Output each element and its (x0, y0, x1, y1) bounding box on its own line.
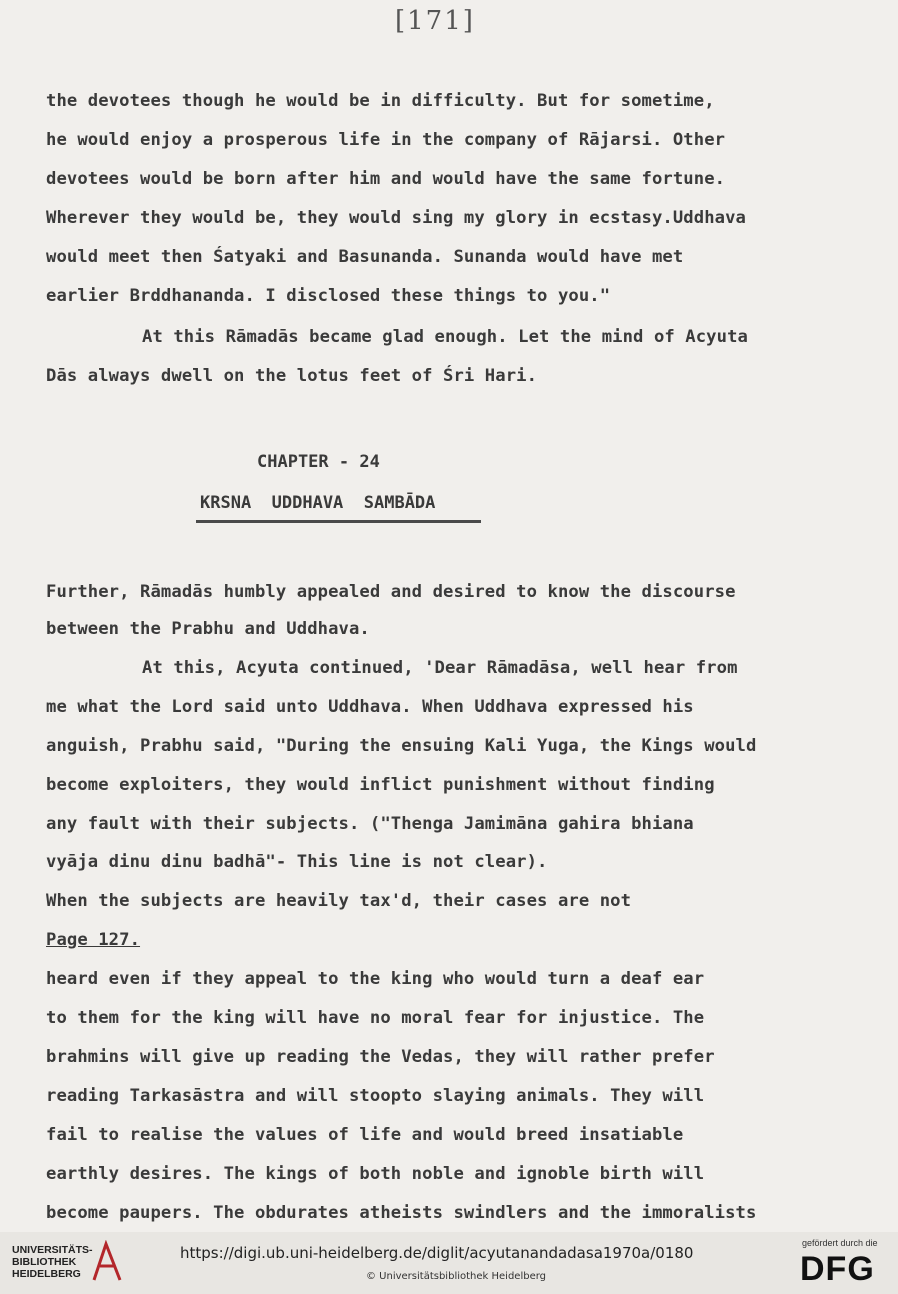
text-line: reading Tarkasāstra and will stoopto slaying animals. They will (46, 1086, 705, 1106)
library-emblem-icon (90, 1240, 124, 1284)
text-line: become exploiters, they would inflict punishment without finding (46, 775, 715, 795)
chapter-title: CHAPTER - 24 (257, 452, 380, 472)
text-line: would meet then Śatyaki and Basunanda. Sunanda would have met (46, 247, 684, 267)
text-line: become paupers. The obdurates atheists swindlers and the immoralists (46, 1203, 757, 1223)
text-line: to them for the king will have no moral fear for injustice. The (46, 1008, 705, 1028)
text-line: the devotees though he would be in difficulty. But for sometime, (46, 91, 715, 111)
text-line: between the Prabhu and Uddhava. (46, 619, 370, 639)
text-line: anguish, Prabhu said, "During the ensuing Kali Yuga, the Kings would (46, 736, 757, 756)
text-line: brahmins will give up reading the Vedas, they will rather prefer (46, 1047, 715, 1067)
funding-note: gefördert durch die (802, 1238, 878, 1248)
text-line: any fault with their subjects. ("Thenga Jamimāna gahira bhiana (46, 814, 694, 834)
dfg-logo[interactable]: DFG (800, 1250, 875, 1288)
library-name-line: HEIDELBERG (12, 1268, 81, 1280)
page-reference: Page 127. (46, 930, 141, 950)
page-number: [171] (395, 6, 475, 36)
library-name-line: UNIVERSITÄTS- (12, 1244, 93, 1256)
heading-rule (196, 520, 481, 523)
library-logo[interactable] (12, 1244, 93, 1280)
text-line: me what the Lord said unto Uddhava. When Uddhava expressed his (46, 697, 694, 717)
text-line: earlier Brddhananda. I disclosed these things to you." (46, 286, 611, 306)
text-line: devotees would be born after him and would have the same fortune. (46, 169, 726, 189)
library-name-line: BIBLIOTHEK (12, 1256, 77, 1268)
text-line: he would enjoy a prosperous life in the company of Rājarsi. Other (46, 130, 726, 150)
text-line: At this, Acyuta continued, 'Dear Rāmadāsa, well hear from (142, 658, 738, 678)
text-line: fail to realise the values of life and would breed insatiable (46, 1125, 684, 1145)
text-line: At this Rāmadās became glad enough. Let the mind of Acyuta (142, 327, 748, 347)
text-line: When the subjects are heavily tax'd, their cases are not (46, 891, 632, 911)
copyright-notice: © Universitätsbibliothek Heidelberg (366, 1271, 547, 1282)
text-line: earthly desires. The kings of both noble and ignoble birth will (46, 1164, 705, 1184)
text-line: heard even if they appeal to the king who would turn a deaf ear (46, 969, 705, 989)
text-line: Wherever they would be, they would sing my glory in ecstasy.Uddhava (46, 208, 746, 228)
text-line: Dās always dwell on the lotus feet of Śri Hari. (46, 366, 538, 386)
document-url-link[interactable]: https://digi.ub.uni-heidelberg.de/diglit/acyutanandadasa1970a/0180 (180, 1244, 694, 1262)
footer-bar (0, 1232, 898, 1294)
text-line: Further, Rāmadās humbly appealed and desired to know the discourse (46, 582, 736, 602)
text-line: vyāja dinu dinu badhā"- This line is not clear). (46, 852, 548, 872)
chapter-subtitle: KRSNA UDDHAVA SAMBĀDA (200, 493, 436, 513)
